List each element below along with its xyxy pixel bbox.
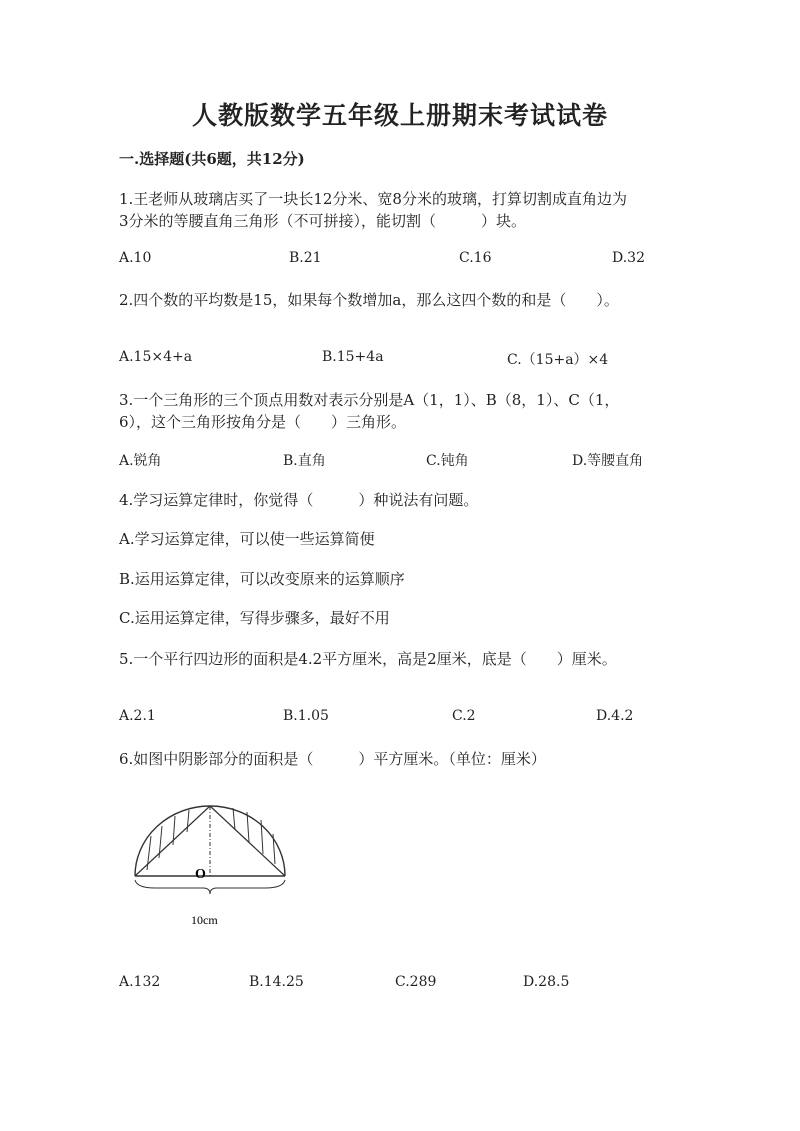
question-6-option-b: B.14.25	[249, 974, 304, 990]
question-5-option-d: D.4.2	[596, 708, 634, 724]
question-3-option-c: C.钝角	[426, 453, 469, 469]
question-4-option-a: A.学习运算定律，可以使一些运算简便	[119, 530, 375, 548]
question-1-option-d: D.32	[612, 250, 645, 266]
page-title: 人教版数学五年级上册期末考试试卷	[191, 101, 608, 130]
question-5-option-a: A.2.1	[119, 708, 156, 724]
question-2-line-1: 2.四个数的平均数是15，如果每个数增加a，那么这四个数的和是（ ）。	[119, 291, 619, 309]
question-1-option-b: B.21	[289, 250, 322, 266]
question-2-option-a: A.15×4+a	[119, 349, 193, 365]
question-4-line-1: 4.学习运算定律时，你觉得（ ）种说法有问题。	[119, 491, 479, 509]
width-label: 10cm	[191, 913, 218, 927]
shaded-region	[147, 808, 275, 870]
question-4-option-c: C.运用运算定律，写得步骤多，最好不用	[119, 609, 390, 627]
question-3-option-a: A.锐角	[119, 453, 162, 469]
question-6-option-d: D.28.5	[523, 974, 570, 990]
question-6-option-c: C.289	[395, 974, 437, 990]
question-5-line-1: 5.一个平行四边形的面积是4.2平方厘米，高是2厘米，底是（ ）厘米。	[119, 650, 617, 668]
question-1-option-a: A.10	[119, 250, 152, 266]
width-brace	[135, 880, 285, 894]
question-1-line-2: 3分米的等腰直角三角形（不可拼接），能切割（ ）块。	[119, 212, 527, 230]
semicircle-figure	[125, 800, 295, 930]
question-6-option-a: A.132	[119, 974, 161, 990]
question-3-line-2: 6），这个三角形按角分是（ ）三角形。	[119, 413, 407, 431]
question-1-line-1: 1.王老师从玻璃店买了一块长12分米、宽8分米的玻璃，打算切割成直角边为	[119, 190, 627, 208]
question-5-option-b: B.1.05	[283, 708, 329, 724]
question-4-option-b: B.运用运算定律，可以改变原来的运算顺序	[119, 570, 405, 588]
question-1-option-c: C.16	[459, 250, 492, 266]
question-2-option-b: B.15+4a	[322, 349, 384, 365]
question-3-option-d: D.等腰直角	[572, 453, 644, 469]
section-heading: 一.选择题(共6题，共12分)	[119, 150, 305, 168]
center-label: O	[195, 867, 206, 882]
question-6-line-1: 6.如图中阴影部分的面积是（ ）平方厘米。（单位：厘米）	[119, 750, 546, 768]
question-5-option-c: C.2	[452, 708, 476, 724]
question-3-line-1: 3.一个三角形的三个顶点用数对表示分别是A（1，1）、B（8，1）、C（1，	[119, 391, 620, 409]
question-3-option-b: B.直角	[283, 453, 326, 469]
triangle-left-side	[135, 806, 210, 876]
question-2-option-c: C.（15+a）×4	[507, 352, 609, 368]
